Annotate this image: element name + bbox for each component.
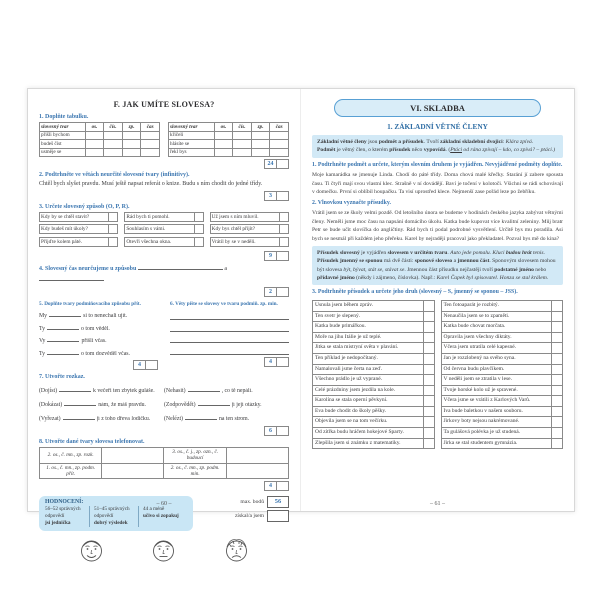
earned-points-row [203,510,289,522]
text-run: je vyjádřen [359,249,388,256]
verb-form-cell: hlásíte se [169,140,215,149]
sentence-text: Rád bych ti pomohl. [124,212,194,222]
max-points-label: max. bodů [240,499,264,505]
verb-table-2 [168,122,289,157]
fill-prompt: My [39,313,48,320]
earned-points-label: získal/a jsem [234,513,264,519]
fill-item [164,399,289,408]
form-spec-cell: 3. os., č. j., zp. ozn., č. budoucí [164,448,226,463]
sentence-text: Usnula jsem během zpráv. [312,300,424,312]
text-run: : [502,139,506,145]
rating-tier [138,506,187,527]
blank-field[interactable] [49,310,81,317]
fill-item [39,323,158,332]
verb-form-cell: křičeli [169,131,215,140]
table-header-row [169,123,289,132]
col-header: čís. [233,123,252,132]
mood-item [39,212,118,222]
page-title: F. JAK UMÍTE SLOVESA? [113,100,215,109]
mood-column [39,212,118,250]
answer-line[interactable] [170,332,289,344]
max-score-box: 3 [264,191,277,201]
exercise-4-label: 4. Slovesný čas neurčujeme u způsobu [39,266,137,273]
text-run: být, bývat, stát se, stávat se [343,266,405,273]
fill-prompt: Ty [39,350,46,357]
exercise-2-label: 2. Podtrhněte ve větách neurčité slovesné tvary (infinitivy). [39,172,190,178]
predicate-list-right [441,300,564,449]
mood-item [39,224,118,234]
sentence-text: Jan je rozzlobený na svého syna. [441,353,553,365]
conjugation-table [39,447,289,479]
answer-cell[interactable] [141,148,160,157]
answer-cell[interactable] [226,463,288,478]
earned-score-box[interactable] [277,159,289,169]
max-score-box: 2 [264,287,277,297]
mood-item [124,224,203,234]
answer-cell[interactable] [251,140,270,149]
sentence-text: Iva bude baletkou v našem souboru. [441,406,553,418]
table-header-row [40,123,160,132]
text-run: tenis. [531,249,545,256]
answer-cell[interactable] [102,463,164,478]
form-spec-cell: 2. os., č. mn., zp. podm. min. [164,463,226,478]
sentence-text: Přijďte kolem páté. [39,237,109,247]
exercise-8-label: 8. Utvořte dané tvary slovesa telefonovat. [39,439,145,446]
text-run: nebo [533,266,547,273]
max-score-box: 9 [264,251,277,261]
col-header: os. [214,123,233,132]
fill-prompt: (Vyřezat) [39,415,61,422]
sentence-text: Ten svetr je slepený. [312,311,424,323]
earned-score-box[interactable] [146,360,158,370]
tier-verdict: dobrý výsledek [94,520,128,527]
text-run: Klára zpívá. [505,139,534,145]
text-run: přísudek [389,147,411,154]
book-spread [27,88,575,527]
theory-box-predicate-types [312,246,563,286]
fill-items [39,310,158,357]
sentence-text: Ten příklad je nedopočítaný. [312,353,424,365]
fill-rest: o tom věděl. [81,325,110,332]
answer-box[interactable] [195,237,204,247]
verb-form-cell: usměje se [40,148,86,157]
col-header: zp. [251,123,270,132]
fill-rest: jí její otázky. [231,401,262,408]
sentence-text: Kdy bys chtěl přijít? [210,224,280,234]
answer-cell[interactable] [270,140,289,149]
mood-item [210,224,289,234]
blank-field[interactable] [198,399,230,406]
section-title: 1. ZÁKLADNÍ VĚTNÉ ČLENY [387,122,488,131]
text-run: Karel Čapek byl spisovatel. Honza se stal králem. [436,274,549,281]
fill-prompt: (Nehasit) [164,387,186,394]
text-run: má dvě části: [382,258,415,265]
text-run: a [452,258,458,265]
answer-line[interactable] [170,309,289,321]
earned-score-box[interactable] [277,357,289,367]
answer-cell[interactable] [122,131,141,140]
rating-tier [89,506,138,527]
fill-item [164,385,289,394]
mood-item [124,212,203,222]
earned-score-box[interactable] [277,481,289,491]
earned-score-box[interactable] [277,191,289,201]
text-run: jsou [368,139,379,145]
fill-item [39,413,164,422]
answer-cell[interactable] [270,131,289,140]
answer-box[interactable] [109,224,118,234]
answer-box[interactable] [552,438,563,450]
sentence-text: Katka bude chovat morčata. [441,321,553,333]
fill-rest: si to nenechali ujít. [83,313,128,320]
answer-cell[interactable] [233,131,252,140]
text-run: od rána zpívají – kdo, co zpívá? – ptáci.) [462,147,556,154]
answer-box[interactable] [195,224,204,234]
sentence-text: Ten fotoaparát je rozbitý. [441,300,553,312]
answer-box[interactable] [195,212,204,222]
sentence-text: Nenaučila jsem se to zpaměti. [441,311,553,323]
answer-cell[interactable] [226,448,288,463]
score-row [39,159,289,169]
sentence-text: Namalovali jsme čerta na zeď. [312,364,424,376]
mood-item [39,237,118,247]
blank-field[interactable] [64,399,96,406]
exercise-7-label: 7. Utvořte rozkaz. [39,374,85,381]
answer-cell[interactable] [141,140,160,149]
text-run: něco [410,147,424,154]
theory-box-subject-predicate [312,135,563,158]
sentence-text: Už jsem s ním mluvil. [210,212,280,222]
text-run: . Jmennou část přísudku nejčastěji tvoří [404,266,495,273]
sentence-text: Od zítřka budu hráčem hokejové Sparty. [312,427,424,439]
text-run: (někdy i zájmeno, číslovka). Např.: [354,274,437,281]
form-spec-cell: 1. os., č. mn., zp. podm. přít. [40,463,102,478]
exercise-6-label: 6. Věty pište se slovesy ve tvaru podmiň. zp. min. [170,300,278,307]
table-row [169,131,289,140]
sentence-text: Eva bude chodit do školy pěšky. [312,406,424,418]
fill-item [39,385,164,394]
fill-item [39,335,158,344]
score-row [39,481,289,491]
answer-line[interactable] [170,343,289,355]
sentence-text: Opravila jsem všechny diktáty. [441,332,553,344]
exercise-5-6-block [39,298,289,372]
sentence-text: Včera jsem utratila celé kapesné. [441,342,553,354]
fill-rest: k večeři ten zbytek guláše. [93,387,155,394]
max-points-value: 56 [267,496,289,508]
text-run: budou hrát [505,249,532,256]
tier-verdict: učivo si zopakuj [143,513,179,520]
tier-range: 56–52 správných odpovědí [45,506,81,520]
answer-box[interactable] [280,212,289,222]
fill-prompt: (Zodpovědět) [164,401,196,408]
text-run: přídavné jméno [317,274,355,281]
table-row [169,148,289,157]
tier-range: 44 a méně [143,506,165,512]
sentence-text: Ta gulášová polévka je už studená. [441,427,553,439]
text-run: podstatné jméno [494,266,534,273]
imperative-items [39,382,289,424]
fill-item [39,399,164,408]
sentence-text: Moře na jihu Itálie je už teplé. [312,332,424,344]
earned-points-field[interactable] [267,510,289,522]
answer-cell[interactable] [233,148,252,157]
answer-cell[interactable] [214,148,233,157]
tier-verdict: jsi jednička [45,520,71,527]
predicate-lists [312,300,563,449]
fill-rest: , co tě nepálí. [221,387,253,394]
answer-line[interactable] [170,320,289,332]
answer-box[interactable] [424,438,435,450]
exercise-6-column [170,298,289,372]
score-row [170,357,289,367]
table-row [169,140,289,149]
exercise-2-text: Chtěl bych slyšet pravdu. Musí ještě napsat referát o knize. Budu s ním chodit do jedné třídy. [39,181,263,187]
blank-field[interactable] [47,323,79,330]
sentence-text: Jirka se stal studentem gymnázia. [441,438,553,450]
col-header: čís. [104,123,123,132]
table-row [40,140,160,149]
answer-cell[interactable] [102,448,164,463]
table-row [40,148,160,157]
blank-field[interactable] [185,413,217,420]
mood-item [210,237,289,247]
fill-prompt: (Nelézt) [164,415,183,422]
tier-range: 51–45 správných odpovědí [94,506,130,520]
r-exercise-1-text: Moje kamarádka se jmenuje Linda. Chodí do páté třídy. Doma chová malé křečky. Starání jí zabere spousta času. Ti čtyři mají svou vlastní klec. Strašně v ní dovádějí. Baví je točení v kolotoči. Všichni se rádi schovávají v domečku. První si oblíbil houpačku. Ta visí uprostřed klece. Nejmenší zase pořád leze po žebříku. [312,171,563,196]
col-header: zp. [122,123,141,132]
fill-item [39,348,158,357]
fill-item [39,310,158,319]
text-run: Auto jede pomalu. [450,249,492,256]
answer-cell[interactable] [233,140,252,149]
score-row [39,287,289,297]
mood-item [124,237,203,247]
verb-form-cell: řekl bys [169,148,215,157]
col-header: os. [85,123,104,132]
col-header: čas [270,123,289,132]
mood-column [210,212,289,250]
sentence-text: Tvoje horské kolo už je spravené. [441,385,553,397]
exercise-1-label: 1. Doplňte tabulku. [39,114,89,120]
neutral-face-icon [150,536,177,565]
mood-columns [39,212,289,250]
sentence-text: Celé prázdniny jsem jezdila na kole. [312,385,424,397]
table-row [40,448,289,463]
page-number: – 61 – [430,501,445,507]
answer-box[interactable] [109,212,118,222]
sentence-text: Jirkovy boty nejsou nakrémované. [441,416,553,428]
max-score-box: 4 [264,357,277,367]
verb-tables [39,122,289,157]
blank-field[interactable] [47,348,79,355]
score-row [39,426,289,436]
text-run: . [447,249,451,256]
table-row [40,131,160,140]
sentence-text: Včera jsme se vrátili z Karlových Varů. [441,395,553,407]
text-run: slovesem v určitém tvaru [387,249,448,256]
form-spec-cell: 2. os., č. mn., zp. rozk. [40,448,102,463]
blank-field[interactable] [47,335,79,342]
earned-score-box[interactable] [277,287,289,297]
sentence-text: Souhlasím s vámi. [124,224,194,234]
sentence-text: Vrátil by se v neděli. [210,237,280,247]
fill-rest: o tom dozvěděl včas. [81,350,130,357]
answer-cell[interactable] [104,140,123,149]
earned-score-box[interactable] [277,426,289,436]
sentence-text: Jitka se stala mistryní světa v plavání. [312,342,424,354]
fill-prompt: (Dokázat) [39,401,63,408]
answer-box[interactable] [280,224,289,234]
answer-box[interactable] [280,237,289,247]
page-number: – 60 – [156,501,172,507]
fill-rest: nám, že máš pravdu. [98,401,146,408]
answer-cell[interactable] [141,131,160,140]
verb-form-cell: přišli bychom [40,131,86,140]
fill-prompt: (Dojíst) [39,387,58,394]
answer-cell[interactable] [104,148,123,157]
exercise-5-label: 5. Doplňte tvary podmiňovacího způsobu přít. [39,300,141,307]
chapter-title: VI. SKLADBA [334,99,541,117]
sentence-text: V neděli jsem se ztratila v lese. [441,374,553,386]
text-run: Podmět [317,147,336,154]
fill-prompt: Ty [39,325,46,332]
answer-cell[interactable] [85,131,104,140]
mood-item [210,212,289,222]
predicate-item [312,439,435,450]
sentence-text: Katka bude primářkou. [312,321,424,333]
earned-score-box[interactable] [277,251,289,261]
col-header: slovesný tvar [40,123,86,132]
sentence-text: Všechno prádlo je už vyprané. [312,374,424,386]
fill-rest: jí z toho dřeva lodičku. [96,415,151,422]
sentence-text: Karolína se stala operní pěvkyní. [312,395,424,407]
blank-field[interactable] [188,385,220,392]
text-run: základní skladební dvojici [440,139,503,145]
answer-lines [170,309,289,355]
sentence-text: Kdy by se chtěl stavit? [39,212,109,222]
page-60 [28,89,301,527]
text-run: Základní větné členy [317,139,369,145]
mood-column [124,212,203,250]
score-row [39,360,158,370]
text-run: . ( [445,147,451,154]
r-exercise-1-label: 1. Podtrhněte podmět a určete, kterým slovním druhem je vyjádřen. Nevyjádřené podměty doplňte. [312,161,563,168]
text-run: Kluci [491,249,506,256]
text-run: Přísudek slovesný [317,249,360,256]
predicate-list-left [312,300,435,449]
fill-prompt: Vy [39,338,46,345]
sentence-text: Otevři všechna okna. [124,237,194,247]
verb-form-cell: budeš číst [40,140,86,149]
exercise-3-label: 3. Určete slovesný způsob (O, P, R). [39,203,130,210]
fill-rest: na ten strom. [219,415,250,422]
sentence-text: Zlepšila jsem si známku z matematiky. [312,438,424,450]
text-run: vypovídá [423,147,446,154]
sentence-text: Kdy budeš mít úkoly? [39,224,109,234]
answer-cell[interactable] [122,140,141,149]
blank-field[interactable] [138,263,223,270]
blank-field[interactable] [39,274,104,281]
text-run: podmět a přísudek [378,139,424,145]
rating-tiers [45,506,187,527]
happy-face-icon [78,536,105,565]
text-run: je větný člen, o kterém [335,147,390,154]
fill-rest: přišli včas. [81,338,107,345]
answer-cell[interactable] [85,140,104,149]
answer-cell[interactable] [251,131,270,140]
answer-cell[interactable] [85,148,104,157]
sentence-text: Objevila jsem se na tom večírku. [312,416,424,428]
blank-field[interactable] [63,413,95,420]
max-score-box: 4 [264,481,277,491]
col-header: slovesný tvar [169,123,215,132]
r-exercise-3-label: 3. Podtrhněte přísudek a určete jeho druh (slovesný – S, jmenný se sponou – JSS). [312,289,518,296]
answer-cell[interactable] [104,131,123,140]
answer-cell[interactable] [251,148,270,157]
blank-field[interactable] [59,385,91,392]
exercise-4-line [39,263,289,284]
text-run: Přísudek jmenný se sponou [317,258,383,265]
max-score-box: 24 [264,159,277,169]
text-run: . Tvoří [423,139,441,145]
sentence-text: Od června budu plavčíkem. [441,364,553,376]
answer-box[interactable] [109,237,118,247]
page-61 [301,89,574,511]
table-row [40,463,289,478]
answer-cell[interactable] [122,148,141,157]
sad-face-icon [223,536,250,565]
text-run: jmennou část [457,258,490,265]
connector-text: a [224,266,228,273]
max-score-box: 4 [133,360,146,370]
r-exercise-2-text: Vrátil jsem se ze školy velmi pozdě. Od letošního února se budeme v hodinách českého jazyka zabývat větnými členy. Neměli jsme moc času na napsání domácího úkolu. Katka bude kupovat více kvalitní zeleniny. Můj bratr Petr se bude učit slovíčka do angličtiny. Rád bych ti podal podrobné vysvětlení. Určitě bys mu poradila. Asi bych se nesmál při každém jeho přeřeku. Karel by nejraději pracoval jako překladatel. Pozval bys mě do kina? [312,210,563,243]
predicate-item [441,439,564,450]
text-run: Ptáci [450,147,462,154]
score-row [39,191,289,201]
answer-cell[interactable] [270,148,289,157]
rating-tier [45,506,89,527]
score-row [39,251,289,261]
answer-cell[interactable] [214,131,233,140]
exercise-5-column [39,298,158,372]
verb-table-1 [39,122,160,157]
col-header: čas [141,123,160,132]
r-exercise-2-label: 2. Vlnovkou vyznačte přísudky. [312,199,391,206]
rating-label: HODNOCENÍ: [45,499,84,505]
rating-faces [39,531,289,565]
fill-item [164,413,289,422]
max-score-box: 6 [264,426,277,436]
answer-cell[interactable] [214,140,233,149]
text-run: sponové sloveso [414,258,453,265]
text-run: . Sponovým slovesem mohou být slovesa [317,258,556,273]
